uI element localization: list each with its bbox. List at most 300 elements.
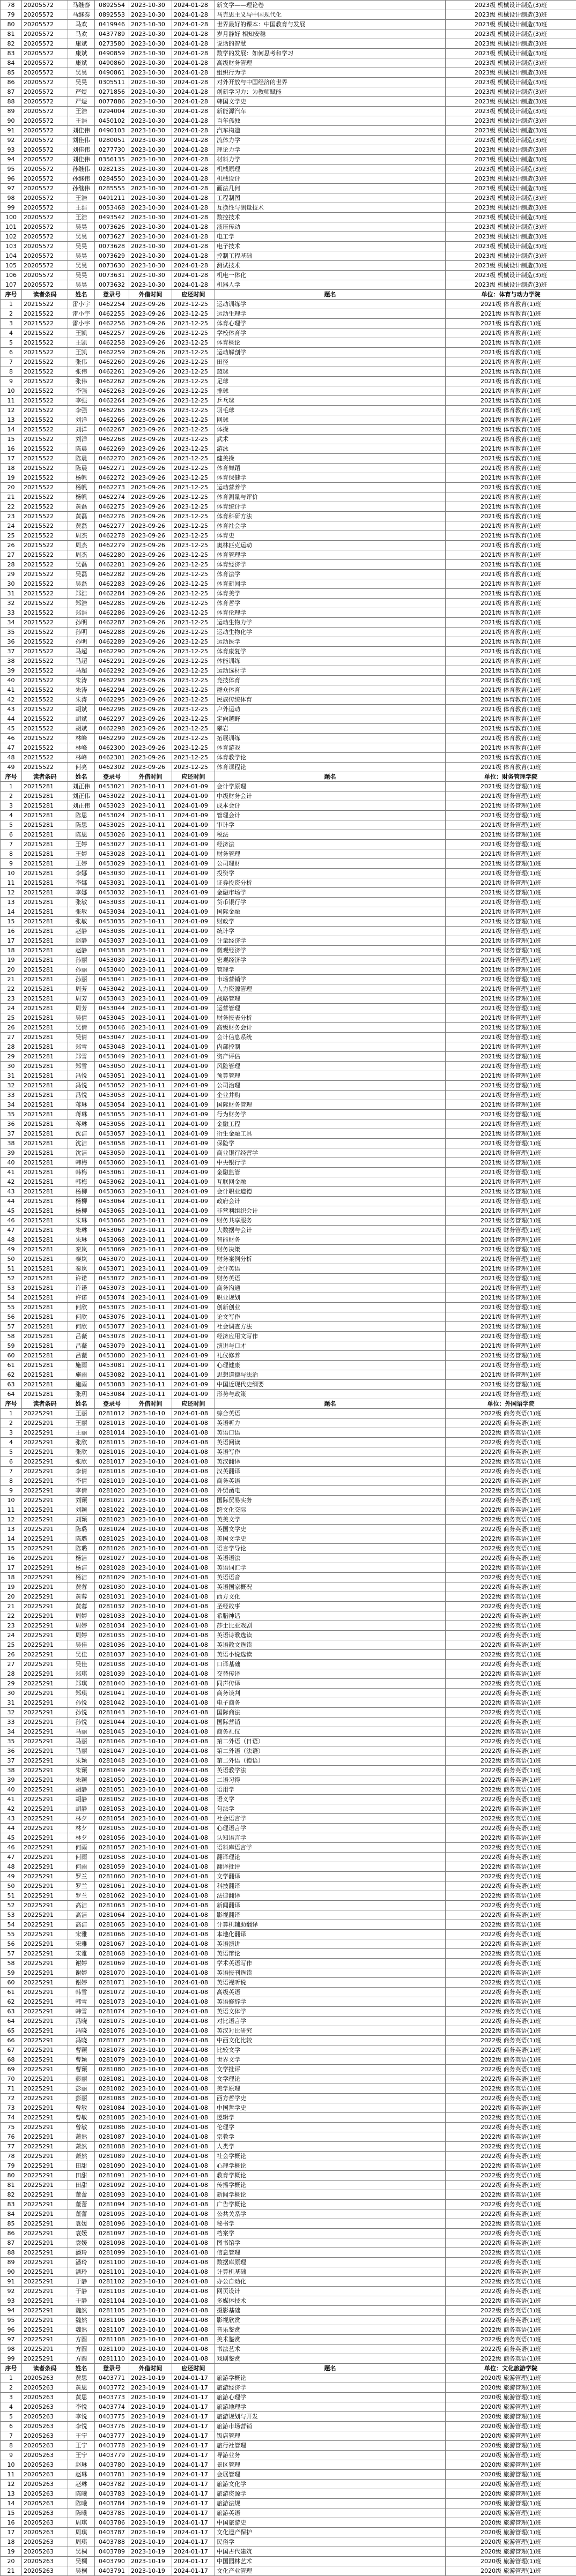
unit-cell: 2022级 商务英语(1)班 <box>446 2161 576 2171</box>
due-date-cell: 2023-12-25 <box>172 386 215 396</box>
accession-no-cell: 0403775 <box>95 2412 129 2422</box>
unit-cell: 2023级 机械设计制造(3)班 <box>446 1 576 10</box>
seq-cell: 11 <box>1 878 22 888</box>
borrow-date-cell: 2023-10-10 <box>129 2219 172 2229</box>
table-row <box>1 1100 576 1110</box>
reader-barcode-cell: 20215281 <box>22 878 68 888</box>
seq-cell: 99 <box>1 2354 22 2364</box>
unit-cell: 2021级 财务管理(1)班 <box>446 1264 576 1274</box>
table-row <box>1 1814 576 1824</box>
seq-cell: 35 <box>1 628 22 637</box>
reader-barcode-cell: 20215522 <box>22 550 68 560</box>
seq-cell: 22 <box>1 502 22 512</box>
book-title-cell: 旅游地理学 <box>215 2402 446 2412</box>
seq-cell: 46 <box>1 1843 22 1853</box>
reader-name-cell: 袁媛 <box>68 2219 95 2229</box>
seq-cell: 29 <box>1 1679 22 1689</box>
reader-barcode-cell: 20205263 <box>22 2537 68 2547</box>
reader-name-cell: 朱颖 <box>68 1756 95 1766</box>
due-date-cell: 2024-01-08 <box>172 1534 215 1544</box>
book-title-cell: 电子商务 <box>215 1698 446 1708</box>
seq-cell: 1 <box>1 782 22 792</box>
seq-cell: 84 <box>1 2209 22 2219</box>
reader-name-cell: 秦岚 <box>68 1255 95 1264</box>
due-date-cell: 2024-01-08 <box>172 1698 215 1708</box>
reader-barcode-cell: 20225291 <box>22 1476 68 1486</box>
due-date-cell: 2024-01-09 <box>172 1062 215 1071</box>
table-row <box>1 396 576 406</box>
reader-barcode-cell: 20225291 <box>22 1949 68 1959</box>
table-row <box>1 1515 576 1525</box>
unit-cell: 2022级 商务英语(1)班 <box>446 1650 576 1660</box>
unit-cell: 2021级 财务管理(1)班 <box>446 1245 576 1255</box>
book-title-cell: 心理语言学 <box>215 1824 446 1833</box>
seq-cell: 22 <box>1 984 22 994</box>
due-date-cell: 2023-12-25 <box>172 753 215 763</box>
book-title-cell: 英语文体学 <box>215 2007 446 2017</box>
seq-cell: 12 <box>1 2480 22 2489</box>
seq-cell: 105 <box>1 261 22 271</box>
seq-cell: 44 <box>1 1197 22 1206</box>
table-row <box>1 386 576 396</box>
reader-barcode-cell: 20225291 <box>22 2316 68 2325</box>
seq-cell: 25 <box>1 531 22 541</box>
borrow-date-cell: 2023-10-11 <box>129 1148 172 1158</box>
reader-barcode-cell: 20215281 <box>22 1197 68 1206</box>
table-row <box>1 1689 576 1698</box>
book-title-cell: 市场营销学 <box>215 975 446 984</box>
table-row <box>1 1881 576 1891</box>
unit-cell: 2022级 商务英语(1)班 <box>446 1718 576 1727</box>
reader-name-cell: 张敏 <box>68 907 95 917</box>
due-date-cell: 2024-01-17 <box>172 2373 215 2383</box>
book-title-cell: 秘书学 <box>215 2219 446 2229</box>
borrow-date-cell: 2023-10-11 <box>129 984 172 994</box>
borrow-date-cell: 2023-09-26 <box>129 570 172 579</box>
column-header: 题名 <box>215 290 446 300</box>
accession-no-cell: 0462284 <box>95 589 129 599</box>
table-row <box>1 1978 576 1988</box>
due-date-cell: 2024-01-08 <box>172 1968 215 1978</box>
reader-name-cell: 吴佳 <box>68 1650 95 1660</box>
book-title-cell: 交替传译 <box>215 1669 446 1679</box>
reader-barcode-cell: 20225291 <box>22 1505 68 1515</box>
due-date-cell: 2024-01-08 <box>172 2335 215 2344</box>
due-date-cell: 2024-01-09 <box>172 1380 215 1390</box>
reader-barcode-cell: 20215522 <box>22 492 68 502</box>
borrow-date-cell: 2023-10-11 <box>129 1110 172 1119</box>
book-title-cell: 英汉对比研究 <box>215 2026 446 2036</box>
table-row <box>1 2229 576 2238</box>
seq-cell: 3 <box>1 1428 22 1438</box>
table-row <box>1 1148 576 1158</box>
due-date-cell: 2024-01-17 <box>172 2383 215 2393</box>
book-title-cell: 英语语音 <box>215 1573 446 1582</box>
table-row <box>1 1264 576 1274</box>
reader-barcode-cell: 20215281 <box>22 811 68 820</box>
table-row <box>1 1843 576 1853</box>
borrow-date-cell: 2023-10-10 <box>129 1418 172 1428</box>
reader-barcode-cell: 20205572 <box>22 174 68 184</box>
book-title-cell: 财务英语 <box>215 1274 446 1283</box>
reader-barcode-cell: 20215281 <box>22 1042 68 1052</box>
reader-name-cell: 潘玲 <box>68 2248 95 2258</box>
accession-no-cell: 0281022 <box>95 1505 129 1515</box>
unit-cell: 2021级 财务管理(1)班 <box>446 859 576 869</box>
accession-no-cell: 0281065 <box>95 1920 129 1930</box>
book-title-cell: 审计学 <box>215 820 446 830</box>
book-title-cell: 档案学 <box>215 2229 446 2238</box>
unit-cell: 2022级 商务英语(1)班 <box>446 1515 576 1525</box>
borrow-date-cell: 2023-10-11 <box>129 1245 172 1255</box>
due-date-cell: 2024-01-09 <box>172 878 215 888</box>
reader-name-cell: 蒋琳 <box>68 1100 95 1110</box>
book-title-cell: 旅游经济学 <box>215 2383 446 2393</box>
due-date-cell: 2024-01-08 <box>172 1505 215 1515</box>
due-date-cell: 2024-01-08 <box>172 1872 215 1881</box>
unit-cell: 2022级 商务英语(1)班 <box>446 2123 576 2132</box>
book-title-cell: 中央银行学 <box>215 1158 446 1168</box>
borrow-date-cell: 2023-10-10 <box>129 1939 172 1949</box>
column-header: 读者条码 <box>22 772 68 782</box>
accession-no-cell: 0281028 <box>95 1563 129 1573</box>
table-row <box>1 1013 576 1023</box>
due-date-cell: 2024-01-08 <box>172 1988 215 1997</box>
book-title-cell: 信息管理 <box>215 2248 446 2258</box>
accession-no-cell: 0403771 <box>95 2373 129 2383</box>
seq-cell: 82 <box>1 39 22 49</box>
borrow-date-cell: 2023-10-10 <box>129 1766 172 1775</box>
book-title-cell: 财政学 <box>215 917 446 927</box>
accession-no-cell: 0462283 <box>95 579 129 589</box>
accession-no-cell: 0453022 <box>95 792 129 801</box>
reader-barcode-cell: 20215522 <box>22 637 68 647</box>
reader-name-cell: 李悦 <box>68 2402 95 2412</box>
seq-cell: 64 <box>1 2017 22 2026</box>
unit-cell: 2023级 机械设计制造(3)班 <box>446 155 576 165</box>
borrow-date-cell: 2023-10-10 <box>129 2287 172 2296</box>
accession-no-cell: 0281037 <box>95 1650 129 1660</box>
table-row <box>1 29 576 39</box>
reader-name-cell: 何欣 <box>68 1303 95 1312</box>
seq-cell: 27 <box>1 1660 22 1669</box>
due-date-cell: 2024-01-08 <box>172 2007 215 2017</box>
table-row <box>1 1332 576 1341</box>
book-title-cell: 英语诗歌选读 <box>215 1631 446 1640</box>
due-date-cell: 2024-01-09 <box>172 1312 215 1322</box>
reader-barcode-cell: 20215522 <box>22 502 68 512</box>
seq-cell: 47 <box>1 1853 22 1862</box>
unit-cell: 2022级 商务英语(1)班 <box>446 1689 576 1698</box>
due-date-cell: 2024-01-08 <box>172 1486 215 1496</box>
table-row <box>1 1554 576 1563</box>
table-row <box>1 946 576 955</box>
unit-cell: 2021级 体育教育(1)班 <box>446 521 576 531</box>
borrow-date-cell: 2023-10-11 <box>129 1226 172 1235</box>
reader-name-cell: 何欣 <box>68 1322 95 1332</box>
due-date-cell: 2024-01-08 <box>172 1910 215 1920</box>
reader-barcode-cell: 20215281 <box>22 1119 68 1129</box>
reader-name-cell: 周杰 <box>68 541 95 550</box>
seq-cell: 13 <box>1 415 22 425</box>
unit-cell: 2022级 商务英语(1)班 <box>446 2306 576 2316</box>
book-title-cell: 财务报表分析 <box>215 1013 446 1023</box>
unit-cell: 2021级 体育教育(1)班 <box>446 328 576 338</box>
due-date-cell: 2024-01-28 <box>172 116 215 126</box>
borrow-date-cell: 2023-10-19 <box>129 2470 172 2480</box>
book-title-cell: 体育测量与评价 <box>215 492 446 502</box>
table-row <box>1 2528 576 2537</box>
book-title-cell: 体育游戏 <box>215 743 446 753</box>
due-date-cell: 2024-01-09 <box>172 1332 215 1341</box>
reader-barcode-cell: 20225291 <box>22 1592 68 1602</box>
due-date-cell: 2024-01-09 <box>172 1004 215 1013</box>
reader-barcode-cell: 20215281 <box>22 1013 68 1023</box>
seq-cell: 21 <box>1 975 22 984</box>
unit-cell: 2020级 旅游管理(1)班 <box>446 2480 576 2489</box>
due-date-cell: 2024-01-09 <box>172 1100 215 1110</box>
accession-no-cell: 0453029 <box>95 859 129 869</box>
seq-cell: 87 <box>1 2238 22 2248</box>
seq-cell: 82 <box>1 2190 22 2200</box>
book-title-cell: 英语演讲 <box>215 1939 446 1949</box>
table-row <box>1 58 576 68</box>
borrow-date-cell: 2023-10-10 <box>129 1708 172 1718</box>
reader-barcode-cell: 20215522 <box>22 425 68 435</box>
reader-name-cell: 韩雪 <box>68 1988 95 1997</box>
borrow-date-cell: 2023-10-11 <box>129 888 172 898</box>
book-title-cell: 数据库原理 <box>215 2258 446 2267</box>
borrow-date-cell: 2023-10-10 <box>129 1438 172 1447</box>
due-date-cell: 2024-01-28 <box>172 213 215 222</box>
seq-cell: 16 <box>1 927 22 936</box>
reader-barcode-cell: 20225291 <box>22 1689 68 1698</box>
table-row <box>1 917 576 927</box>
seq-cell: 78 <box>1 2152 22 2161</box>
seq-cell: 39 <box>1 1775 22 1785</box>
book-title-cell: 国际金融 <box>215 907 446 917</box>
reader-name-cell: 韩雪 <box>68 2007 95 2017</box>
book-title-cell: 创新学习力：为教师赋能 <box>215 87 446 97</box>
table-row <box>1 1525 576 1534</box>
seq-cell: 2 <box>1 792 22 801</box>
table-row <box>1 338 576 348</box>
due-date-cell: 2024-01-08 <box>172 2287 215 2296</box>
borrow-date-cell: 2023-10-11 <box>129 869 172 878</box>
due-date-cell: 2024-01-28 <box>172 280 215 290</box>
accession-no-cell: 0453026 <box>95 830 129 840</box>
accession-no-cell: 0462278 <box>95 531 129 541</box>
reader-name-cell: 赵静 <box>68 936 95 946</box>
table-row <box>1 2026 576 2036</box>
reader-barcode-cell: 20225291 <box>22 2036 68 2045</box>
reader-name-cell: 陈晨 <box>68 454 95 464</box>
seq-cell: 33 <box>1 608 22 618</box>
due-date-cell: 2024-01-09 <box>172 1168 215 1177</box>
reader-barcode-cell: 20215281 <box>22 1168 68 1177</box>
book-title-cell: 语言学导论 <box>215 1544 446 1554</box>
due-date-cell: 2024-01-08 <box>172 1582 215 1592</box>
book-title-cell: 句法学 <box>215 1804 446 1814</box>
reader-name-cell: 黄蓉 <box>68 1592 95 1602</box>
borrow-date-cell: 2023-10-10 <box>129 1727 172 1737</box>
seq-cell: 84 <box>1 58 22 68</box>
borrow-date-cell: 2023-09-26 <box>129 406 172 415</box>
unit-cell: 2022级 商务英语(1)班 <box>446 2229 576 2238</box>
table-row <box>1 2277 576 2287</box>
borrow-date-cell: 2023-10-10 <box>129 1737 172 1746</box>
accession-no-cell: 0281064 <box>95 1910 129 1920</box>
reader-name-cell: 朱颖 <box>68 1775 95 1785</box>
book-title-cell: 游泳 <box>215 444 446 454</box>
due-date-cell: 2024-01-09 <box>172 1119 215 1129</box>
reader-name-cell: 吴昊 <box>68 222 95 232</box>
table-row <box>1 608 576 618</box>
book-title-cell: 国际财务管理 <box>215 1100 446 1110</box>
table-row <box>1 473 576 483</box>
book-title-cell: 广告学概论 <box>215 2200 446 2209</box>
accession-no-cell: 0281100 <box>95 2258 129 2267</box>
seq-cell: 98 <box>1 2344 22 2354</box>
unit-cell: 2021级 体育教育(1)班 <box>446 502 576 512</box>
borrow-date-cell: 2023-09-26 <box>129 338 172 348</box>
borrow-date-cell: 2023-10-30 <box>129 242 172 251</box>
due-date-cell: 2024-01-09 <box>172 994 215 1004</box>
book-title-cell: 排球 <box>215 386 446 396</box>
reader-barcode-cell: 20225291 <box>22 1785 68 1795</box>
table-row <box>1 560 576 570</box>
unit-cell: 2021级 财务管理(1)班 <box>446 1390 576 1399</box>
borrow-date-cell: 2023-10-10 <box>129 1573 172 1582</box>
reader-barcode-cell: 20205572 <box>22 126 68 136</box>
unit-cell: 2021级 体育教育(1)班 <box>446 753 576 763</box>
borrow-date-cell: 2023-09-26 <box>129 714 172 724</box>
book-title-cell: 商务沟通 <box>215 1283 446 1293</box>
unit-cell: 2021级 财务管理(1)班 <box>446 1129 576 1139</box>
reader-barcode-cell: 20225291 <box>22 2219 68 2229</box>
unit-cell: 2021级 财务管理(1)班 <box>446 1100 576 1110</box>
reader-barcode-cell: 20215281 <box>22 1303 68 1312</box>
book-title-cell: 中国旅游史 <box>215 2518 446 2528</box>
borrow-date-cell: 2023-10-11 <box>129 1206 172 1216</box>
unit-cell: 2020级 旅游管理(1)班 <box>446 2422 576 2431</box>
reader-name-cell: 彭丽 <box>68 2084 95 2094</box>
accession-no-cell: 0490860 <box>95 58 129 68</box>
borrow-date-cell: 2023-09-26 <box>129 425 172 435</box>
unit-cell: 2022级 商务英语(1)班 <box>446 1698 576 1708</box>
due-date-cell: 2024-01-08 <box>172 1997 215 2007</box>
due-date-cell: 2024-01-08 <box>172 2181 215 2190</box>
table-row <box>1 1457 576 1467</box>
table-row <box>1 1824 576 1833</box>
due-date-cell: 2024-01-08 <box>172 2045 215 2055</box>
unit-cell: 2022级 商务英语(1)班 <box>446 1631 576 1640</box>
unit-cell: 2022级 商务英语(1)班 <box>446 2142 576 2152</box>
due-date-cell: 2024-01-08 <box>172 2152 215 2161</box>
book-title-cell: 体育哲学 <box>215 599 446 608</box>
borrow-date-cell: 2023-10-30 <box>129 97 172 107</box>
reader-barcode-cell: 20205263 <box>22 2422 68 2431</box>
accession-no-cell: 0403790 <box>95 2557 129 2566</box>
accession-no-cell: 0281020 <box>95 1486 129 1496</box>
reader-barcode-cell: 20205263 <box>22 2373 68 2383</box>
borrow-date-cell: 2023-10-10 <box>129 1505 172 1515</box>
table-row <box>1 261 576 271</box>
seq-cell: 25 <box>1 1640 22 1650</box>
seq-cell: 33 <box>1 1718 22 1727</box>
table-row <box>1 1438 576 1447</box>
accession-no-cell: 0453070 <box>95 1255 129 1264</box>
unit-cell: 2021级 财务管理(1)班 <box>446 888 576 898</box>
accession-no-cell: 0462295 <box>95 695 129 705</box>
reader-name-cell: 马继泰 <box>68 10 95 20</box>
due-date-cell: 2024-01-09 <box>172 869 215 878</box>
accession-no-cell: 0462262 <box>95 377 129 386</box>
seq-cell: 16 <box>1 2518 22 2528</box>
due-date-cell: 2023-12-25 <box>172 560 215 570</box>
reader-barcode-cell: 20225291 <box>22 1534 68 1544</box>
accession-no-cell: 0281061 <box>95 1881 129 1891</box>
accession-no-cell: 0403772 <box>95 2383 129 2393</box>
borrow-date-cell: 2023-10-30 <box>129 10 172 20</box>
accession-no-cell: 0281048 <box>95 1756 129 1766</box>
reader-name-cell: 吴倩 <box>68 1033 95 1042</box>
book-title-cell: 会计英语 <box>215 1264 446 1274</box>
reader-name-cell: 刘佳伟 <box>68 145 95 155</box>
unit-cell: 2022级 商务英语(1)班 <box>446 1544 576 1554</box>
book-title-cell: 体育概论 <box>215 338 446 348</box>
unit-cell: 2020级 旅游管理(1)班 <box>446 2373 576 2383</box>
unit-cell: 2021级 财务管理(1)班 <box>446 1361 576 1370</box>
table-row <box>1 2123 576 2132</box>
table-row <box>1 1496 576 1505</box>
reader-name-cell: 萧然 <box>68 2142 95 2152</box>
reader-name-cell: 曾敏 <box>68 2113 95 2123</box>
borrow-date-cell: 2023-10-10 <box>129 2344 172 2354</box>
table-row <box>1 1669 576 1679</box>
reader-name-cell: 施雨 <box>68 1380 95 1390</box>
table-row <box>1 435 576 444</box>
accession-no-cell: 0462302 <box>95 763 129 772</box>
table-row <box>1 907 576 917</box>
due-date-cell: 2024-01-09 <box>172 1148 215 1158</box>
reader-name-cell: 李娜 <box>68 888 95 898</box>
seq-cell: 46 <box>1 734 22 743</box>
unit-cell: 2021级 体育教育(1)班 <box>446 338 576 348</box>
reader-name-cell: 康斌 <box>68 58 95 68</box>
reader-barcode-cell: 20215281 <box>22 1216 68 1226</box>
reader-barcode-cell: 20215522 <box>22 444 68 454</box>
reader-barcode-cell: 20225291 <box>22 2200 68 2209</box>
seq-cell: 31 <box>1 1698 22 1708</box>
borrow-date-cell: 2023-10-30 <box>129 78 172 87</box>
reader-barcode-cell: 20215522 <box>22 560 68 570</box>
reader-barcode-cell: 20215281 <box>22 1351 68 1361</box>
book-title-cell: 体育教学论 <box>215 753 446 763</box>
seq-cell: 17 <box>1 454 22 464</box>
borrow-date-cell: 2023-10-11 <box>129 801 172 811</box>
book-title-cell: 英语辩论 <box>215 1949 446 1959</box>
reader-barcode-cell: 20205263 <box>22 2393 68 2402</box>
reader-name-cell: 李娜 <box>68 869 95 878</box>
reader-name-cell: 彭丽 <box>68 2094 95 2103</box>
due-date-cell: 2024-01-28 <box>172 87 215 97</box>
reader-name-cell: 谢婷 <box>68 1968 95 1978</box>
reader-name-cell: 冯晓 <box>68 2017 95 2026</box>
accession-no-cell: 0462299 <box>95 734 129 743</box>
accession-no-cell: 0281062 <box>95 1891 129 1901</box>
reader-name-cell: 郑琪 <box>68 1669 95 1679</box>
